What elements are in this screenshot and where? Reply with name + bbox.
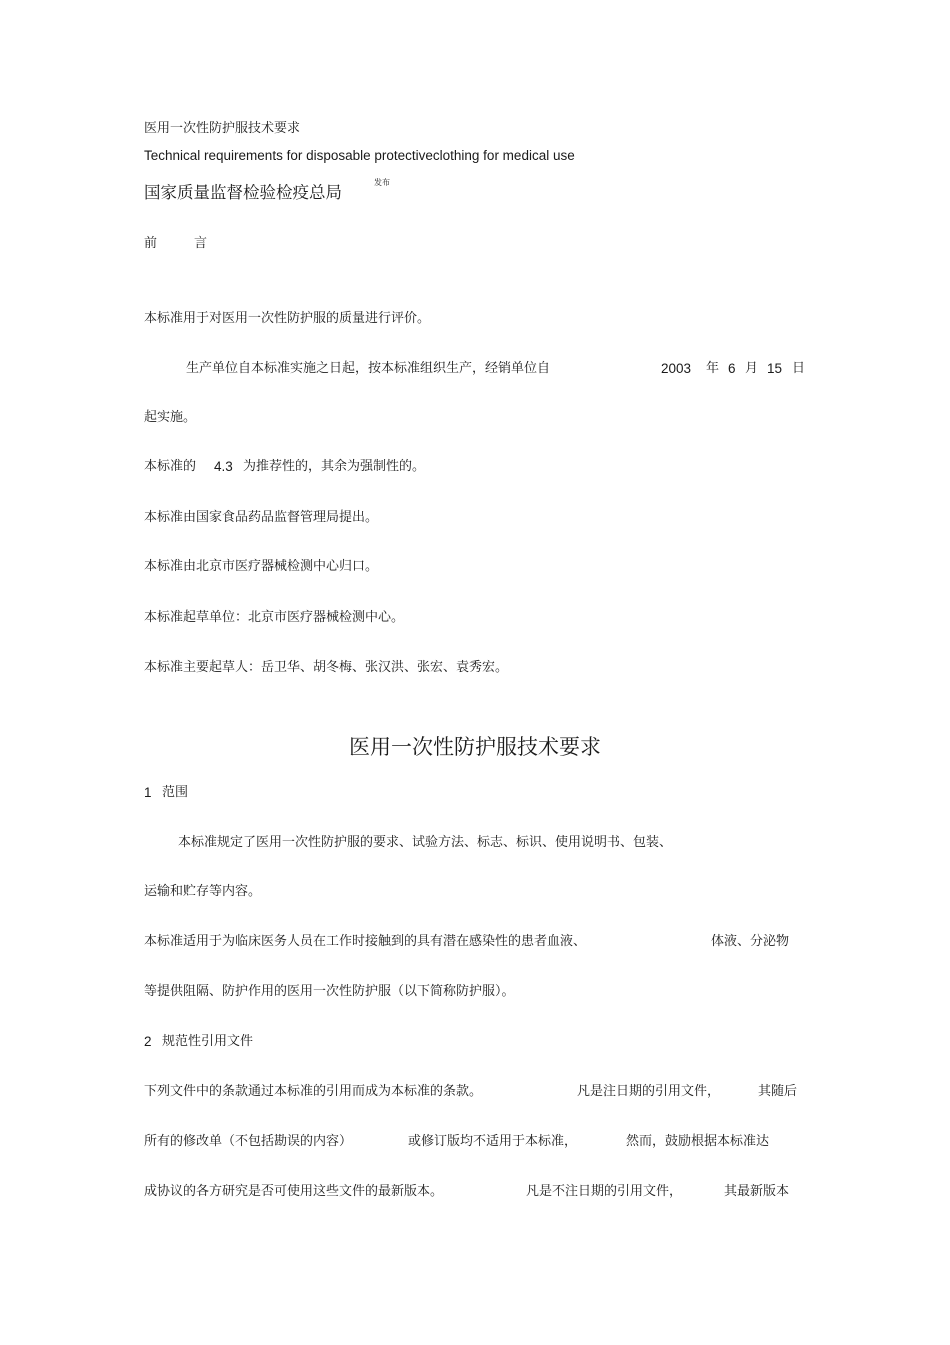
publisher: 国家质量监督检验检疫总局 — [144, 183, 342, 202]
body-line: 凡是注日期的引用文件， — [577, 1084, 721, 1099]
body-line: 凡是不注日期的引用文件， — [526, 1184, 683, 1199]
main-title: 医用一次性防护服技术要求 — [349, 735, 601, 759]
foreword-paragraph: 本标准用于对医用一次性防护服的质量进行评价。 — [144, 311, 431, 326]
body-line: 体液、分泌物 — [711, 934, 790, 949]
date-month: 6 — [728, 361, 736, 376]
date-yue: 月 — [745, 361, 759, 376]
foreword-paragraph: 本标准由北京市医疗器械检测中心归口。 — [144, 559, 379, 574]
body-line: 本标准规定了医用一次性防护服的要求、试验方法、标志、标识、使用说明书、包装、 — [178, 835, 673, 850]
section-number: 2 — [144, 1034, 152, 1049]
cover-title-cn: 医用一次性防护服技术要求 — [144, 121, 301, 136]
foreword-paragraph: 本标准由国家食品药品监督管理局提出。 — [144, 510, 379, 525]
body-line: 下列文件中的条款通过本标准的引用而成为本标准的条款。 — [144, 1084, 483, 1099]
body-line: 然而，鼓励根据本标准达 — [626, 1134, 770, 1149]
foreword-paragraph: 为推荐性的，其余为强制性的。 — [243, 459, 426, 474]
foreword-paragraph-cont: 起实施。 — [144, 410, 197, 425]
publish-label: 发布 — [374, 178, 390, 187]
body-line: 所有的修改单（不包括勘误的内容） — [144, 1134, 353, 1149]
date-ri: 日 — [792, 361, 806, 376]
body-line: 成协议的各方研究是否可使用这些文件的最新版本。 — [144, 1184, 444, 1199]
date-year: 2003 — [661, 361, 692, 376]
foreword-paragraph: 生产单位自本标准实施之日起，按本标准组织生产，经销单位自 — [186, 361, 551, 376]
foreword-paragraph: 本标准主要起草人：岳卫华、胡冬梅、张汉洪、张宏、袁秀宏。 — [144, 660, 509, 675]
body-line: 其最新版本 — [724, 1184, 790, 1199]
section-number: 1 — [144, 785, 152, 800]
body-line: 等提供阻隔、防护作用的医用一次性防护服（以下简称防护服）。 — [144, 984, 515, 999]
body-line: 运输和贮存等内容。 — [144, 884, 262, 899]
body-line: 其随后 — [758, 1084, 798, 1099]
date-day: 15 — [767, 361, 783, 376]
foreword-heading-a: 前 — [144, 236, 158, 251]
cover-title-en: Technical requirements for disposable protectiveclothing for medical use — [144, 148, 575, 163]
foreword-paragraph: 本标准的 — [144, 459, 197, 474]
date-nian: 年 — [706, 361, 720, 376]
clause-number: 4.3 — [214, 459, 233, 474]
section-title: 规范性引用文件 — [162, 1034, 254, 1049]
body-line: 本标准适用于为临床医务人员在工作时接触到的具有潜在感染性的患者血液、 — [144, 934, 587, 949]
foreword-paragraph: 本标准起草单位：北京市医疗器械检测中心。 — [144, 610, 405, 625]
section-title: 范围 — [162, 785, 189, 800]
body-line: 或修订版均不适用于本标准， — [408, 1134, 578, 1149]
foreword-heading-b: 言 — [194, 236, 208, 251]
